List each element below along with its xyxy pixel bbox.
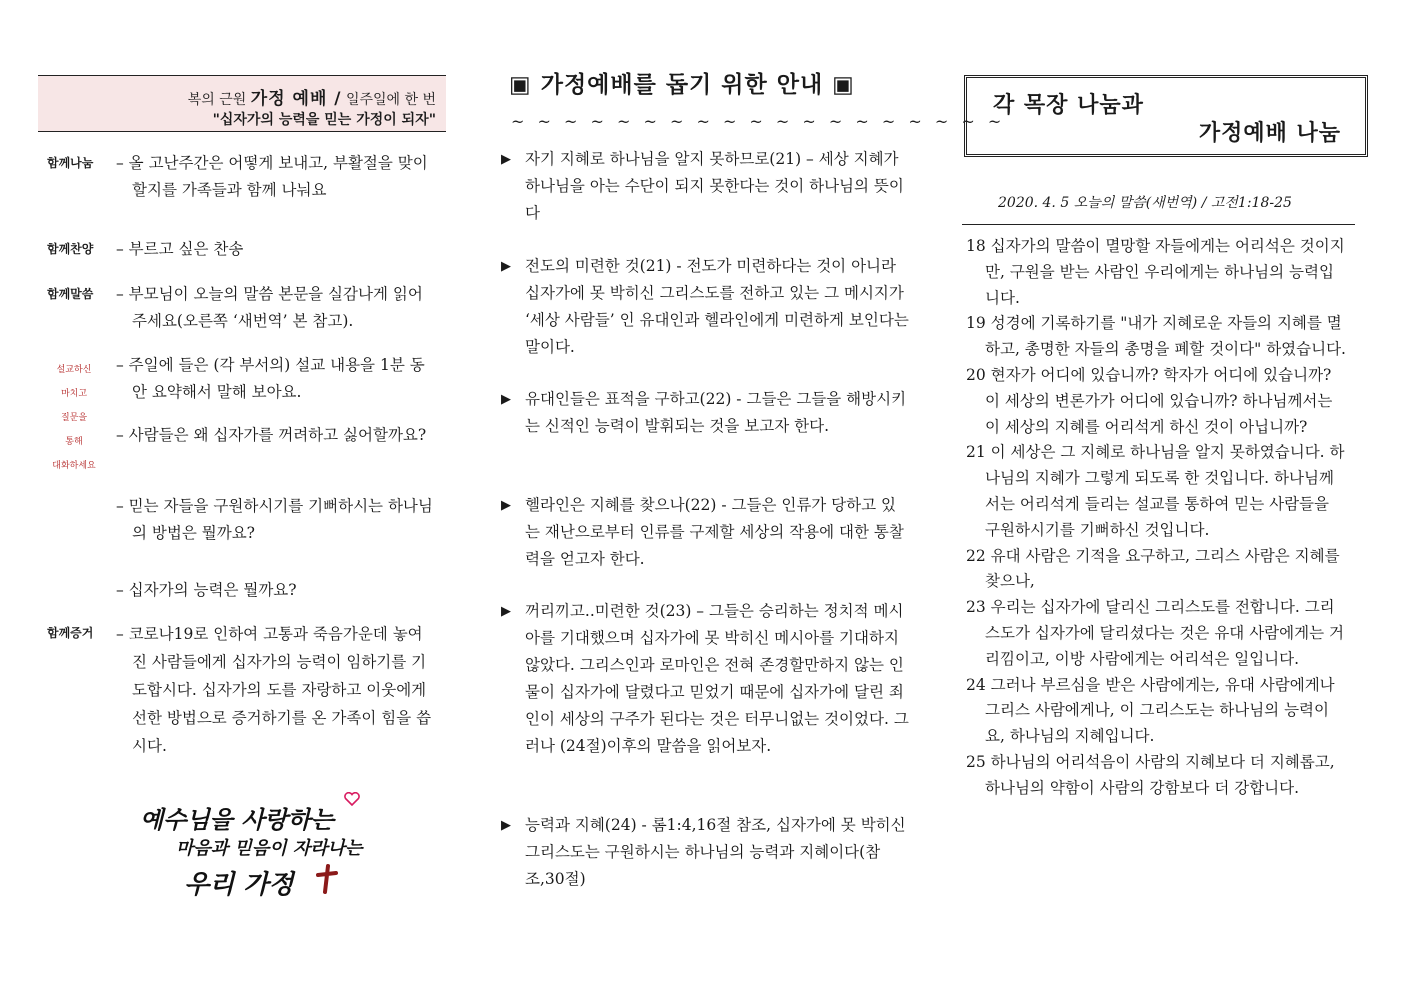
question-item: – 십자가의 능력은 뭘까요? xyxy=(116,581,297,599)
question-list xyxy=(116,352,436,406)
verse: 22 유대 사람은 기적을 요구하고, 그리스 사람은 지혜를 찾으나, xyxy=(966,546,1340,591)
bullet-text: 유대인들은 표적을 구하고(22) - 그들은 그들을 해방시키는 신적인 능력이 발휘되는 것을 보고자 한다. xyxy=(525,390,907,435)
question-list xyxy=(116,422,436,449)
list-item: – 부모님이 오늘의 말씀 본문을 실감나게 읽어주세요(오른쪽 ‘새번역’ 본 참고). xyxy=(116,285,423,330)
tilde-divider: ~ ~ ~ ~ ~ ~ ~ ~ ~ ~ ~ ~ ~ ~ ~ ~ ~ ~ ~ xyxy=(511,112,1006,131)
verse: 19 성경에 기록하기를 "내가 지혜로운 자들의 지혜를 멸하고, 총명한 자들의 총명을 폐할 것이다" 하였습니다. xyxy=(966,314,1346,359)
section-label: 함께증거 xyxy=(47,626,94,640)
side-note-line: 대화하세요 xyxy=(52,461,96,471)
section-label: 함께찬양 xyxy=(47,242,94,256)
calligraphy-line: 마음과 믿음이 자라나는 xyxy=(176,838,363,859)
question-item: – 주일에 들은 (각 부서의) 설교 내용을 1분 동안 요약해서 말해 보아요. xyxy=(116,356,425,401)
question-list xyxy=(116,577,436,604)
worship-header xyxy=(38,75,446,132)
scripture-verses xyxy=(966,234,1348,802)
guide-bullet xyxy=(501,146,909,227)
header-suffix: 일주일에 한 번 xyxy=(345,92,436,108)
bullet-text: 자기 지혜로 하나님을 알지 못하므로(21) – 세상 지혜가 하나님을 아는 수단이 되지 못한다는 것이 하나님의 뜻이다 xyxy=(525,150,904,222)
title-line-2: 가정예배 나눔 xyxy=(1198,120,1341,146)
side-note-line: 설교하신 xyxy=(56,365,92,375)
guide-bullet xyxy=(501,812,909,893)
guide-bullet xyxy=(501,253,909,361)
bullet-text: 능력과 지혜(24) - 롬1:4,16절 참조, 십자가에 못 박히신 그리스도는 구원하시는 하나님의 능력과 지혜이다(참조,30절) xyxy=(525,816,906,888)
scripture-reference: 2020. 4. 5 오늘의 말씀(새번역) / 고전1:18-25 xyxy=(998,195,1292,211)
list-item: – 올 고난주간은 어떻게 보내고, 부활절을 맞이할지를 가족들과 함께 나눠요 xyxy=(116,154,428,199)
list-item: – 부르고 싶은 찬송 xyxy=(116,240,244,258)
section-text xyxy=(116,150,436,204)
side-note-line: 통해 xyxy=(65,437,83,447)
calligraphy-line: 우리 가정 xyxy=(184,870,294,900)
list-item: – 코로나19로 인하여 고통과 죽음가운데 놓여진 사람들에게 십자가의 능력이 임하기를 기도합시다. 십자가의 도를 자랑하고 이웃에게 선한 방법으로 증거하기를 온 가족이 힘을 씁시다. xyxy=(116,625,432,755)
verse: 25 하나님의 어리석음이 사람의 지혜보다 더 지혜롭고, 하나님의 약함이 사람의 강함보다 더 강합니다. xyxy=(966,752,1335,797)
bullet-text: 꺼리끼고..미련한 것(23) – 그들은 승리하는 정치적 메시아를 기대했으며 십자가에 못 박히신 메시아를 기대하지 않았다. 그리스인과 로마인은 전혀 존경할만하지 않는 인물이 십자가에 달렸다고 믿었기 때문에 십자가에 달린 죄인이 세상의 구주가 된다는 것은 터무니없는 것이었다. 그러나 (24절)이후의 말씀을 읽어보자. xyxy=(525,602,909,755)
verse: 24 그러나 부르심을 받은 사람에게는, 유대 사람에게나 그리스 사람에게나, 이 그리스도는 하나님의 능력이요, 하나님의 지혜입니다. xyxy=(966,675,1335,746)
side-note xyxy=(44,358,104,478)
triangle-icon: ▶ xyxy=(501,152,511,167)
section-text xyxy=(116,620,436,760)
title-line-1: 각 목장 나눔과 xyxy=(993,92,1144,118)
cross-icon xyxy=(316,864,338,894)
section-text xyxy=(116,236,436,263)
header-title: 가정 예배 / xyxy=(250,89,342,109)
guide-bullet xyxy=(501,492,909,573)
verse: 23 우리는 십자가에 달리신 그리스도를 전합니다. 그리스도가 십자가에 달리셨다는 것은 유대 사람에게는 거리낌이고, 이방 사람에게는 어리석은 일입니다. xyxy=(966,598,1344,668)
heart-icon xyxy=(344,792,360,806)
side-note-line: 마치고 xyxy=(60,389,88,399)
verse: 18 십자가의 말씀이 멸망할 자들에게는 어리석은 것이지만, 구원을 받는 사람인 우리에게는 하나님의 능력입니다. xyxy=(966,237,1345,307)
family-calligraphy xyxy=(138,790,378,910)
header-prefix: 복의 근원 xyxy=(187,92,247,108)
guide-title: ▣ 가정예배를 돕기 위한 안내 ▣ xyxy=(509,71,855,98)
question-item: – 사람들은 왜 십자가를 꺼려하고 싫어할까요? xyxy=(116,426,427,444)
triangle-icon: ▶ xyxy=(501,604,511,619)
section-label: 함께말씀 xyxy=(47,287,94,301)
question-item: – 믿는 자들을 구원하시기를 기뻐하시는 하나님의 방법은 뭘까요? xyxy=(116,497,433,542)
guide-bullet xyxy=(501,598,909,760)
question-list xyxy=(116,493,436,547)
divider xyxy=(962,224,1355,225)
triangle-icon: ▶ xyxy=(501,392,511,407)
triangle-icon: ▶ xyxy=(501,818,511,833)
bullet-text: 전도의 미련한 것(21) - 전도가 미련하다는 것이 아니라 십자가에 못 박히신 그리스도를 전하고 있는 그 메시지가 ‘세상 사람들’ 인 유대인과 헬라인에게 미련하게 보인다는 말이다. xyxy=(525,257,909,356)
triangle-icon: ▶ xyxy=(501,498,511,513)
section-text xyxy=(116,281,436,335)
calligraphy-line: 예수님을 사랑하는 xyxy=(140,805,334,834)
guide-bullet xyxy=(501,386,909,440)
triangle-icon: ▶ xyxy=(501,259,511,274)
header-line xyxy=(188,84,436,109)
sharing-title-box xyxy=(964,75,1368,157)
section-label: 함께나눔 xyxy=(47,156,94,170)
bullet-text: 헬라인은 지혜를 찾으나(22) - 그들은 인류가 당하고 있는 재난으로부터 인류를 구제할 세상의 작용에 대한 통찰력을 얻고자 한다. xyxy=(525,496,904,568)
side-note-line: 질문을 xyxy=(60,413,88,423)
verse: 20 현자가 어디에 있습니까? 학자가 어디에 있습니까? 이 세상의 변론가가 어디에 있습니까? 하나님께서는 이 세상의 지혜를 어리석게 하신 것이 아닙니까? xyxy=(966,365,1333,436)
header-slogan: "십자가의 능력을 믿는 가정이 되자" xyxy=(212,112,436,128)
verse: 21 이 세상은 그 지혜로 하나님을 알지 못하였습니다. 하나님의 지혜가 그렇게 되도록 한 것입니다. 하나님께서는 어리석게 들리는 설교를 통하여 믿는 사람들을 구원하시기를 기뻐하신 것입니다. xyxy=(966,443,1345,539)
